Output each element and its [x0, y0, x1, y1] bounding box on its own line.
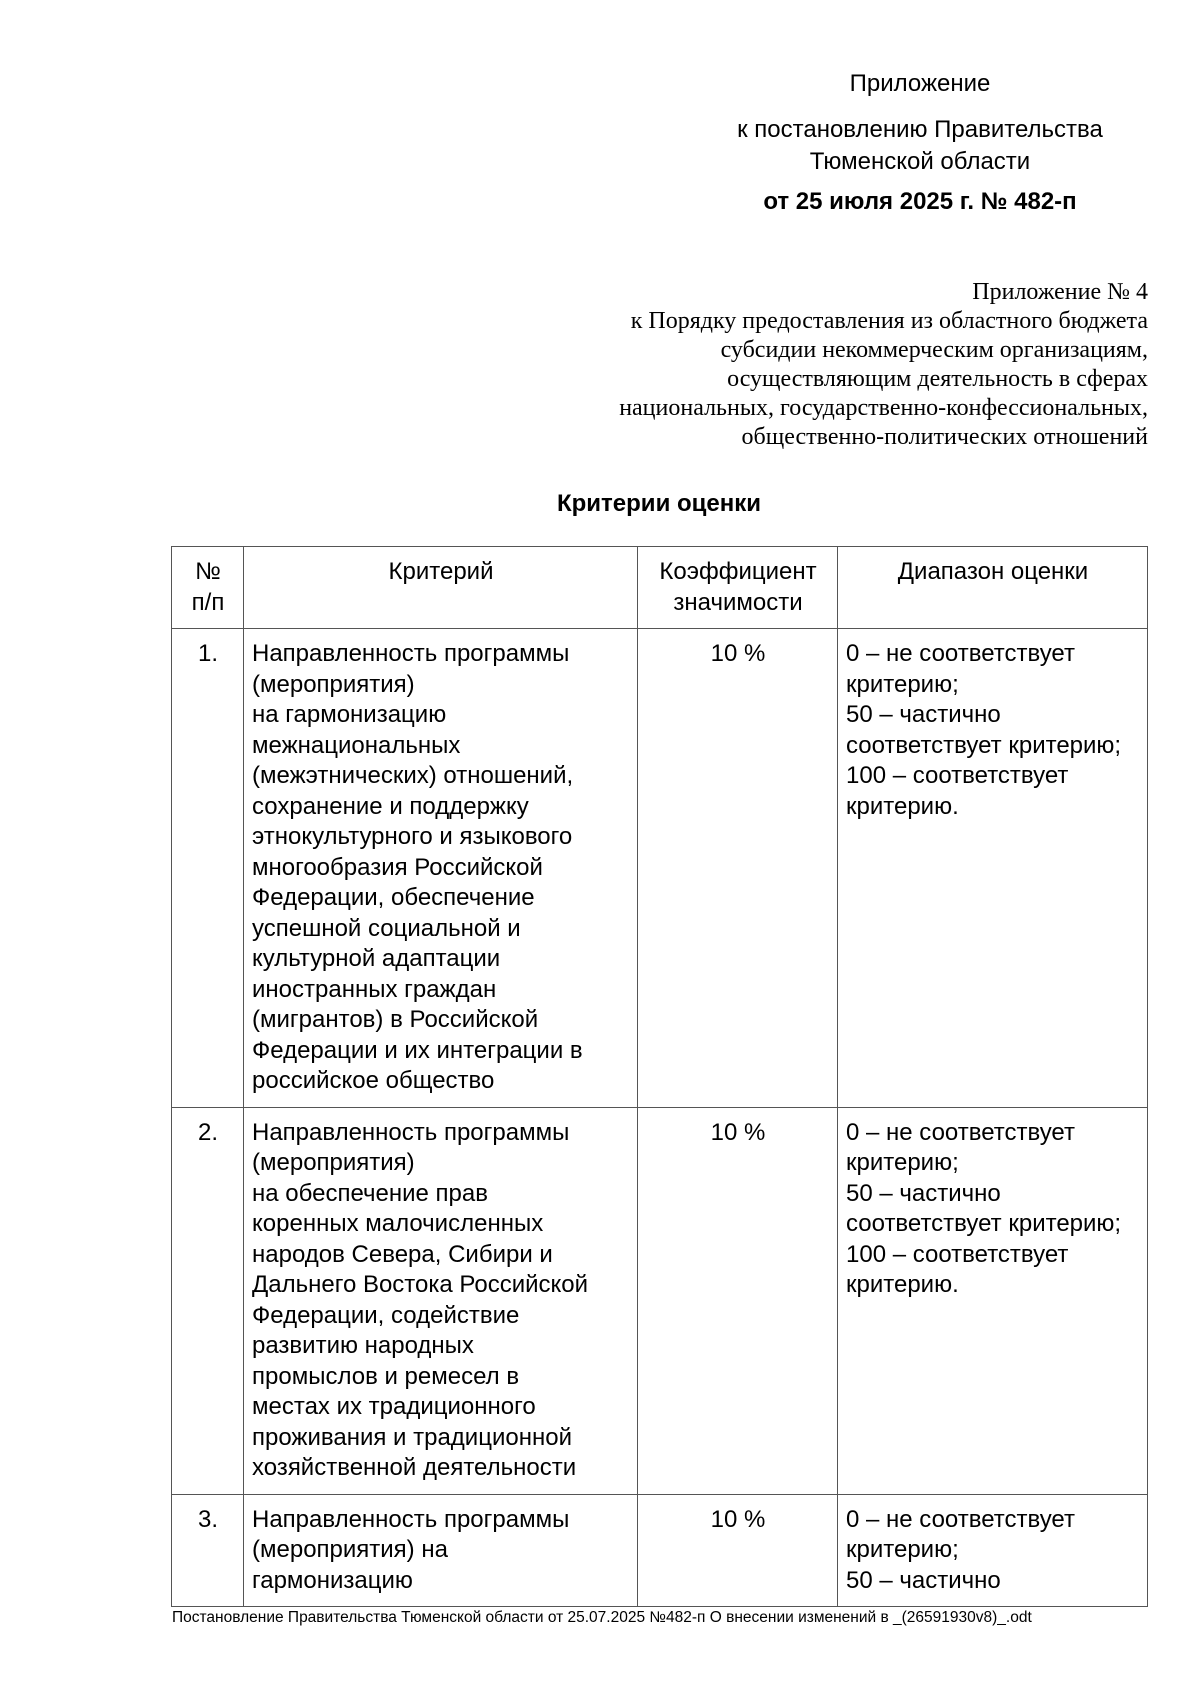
document-footer: Постановление Правительства Тюменской области от 25.07.2025 №482-п О внесении изменений в _(26591930v8)_.odt — [172, 1609, 1032, 1626]
appendix-header — [690, 68, 1150, 100]
decree-reference-line-1: к постановлению Правительства — [737, 116, 1103, 143]
row-number: 1. — [172, 629, 244, 1108]
table-row — [172, 1494, 1148, 1607]
row-range: 0 – не соответствует критерию; 50 – частично — [838, 1494, 1148, 1607]
row-criterion: Направленность программы (мероприятия) на гармонизацию — [244, 1494, 638, 1607]
attachment-title: Приложение № 4 — [972, 279, 1148, 305]
decree-reference-line-2: Тюменской области — [809, 148, 1031, 175]
row-number: 2. — [172, 1107, 244, 1494]
table-title: Критерии оценки — [556, 490, 762, 517]
row-range: 0 – не соответствует критерию; 50 – частично соответствует критерию; 100 – соответствует критерию. — [838, 629, 1148, 1108]
header-criterion: Критерий — [244, 547, 638, 629]
header-coefficient: Коэффициент значимости — [638, 547, 838, 629]
attachment-block — [560, 278, 1148, 452]
criteria-table — [171, 546, 1148, 1607]
row-coefficient: 10 % — [638, 1494, 838, 1607]
decree-reference — [690, 114, 1150, 178]
attachment-line-2: субсидии некоммерческим организациям, — [720, 337, 1148, 363]
header-range: Диапазон оценки — [838, 547, 1148, 629]
attachment-line-3: осуществляющим деятельность в сферах — [727, 366, 1148, 392]
row-coefficient: 10 % — [638, 629, 838, 1108]
attachment-line-1: к Порядку предоставления из областного бюджета — [630, 308, 1148, 334]
row-criterion: Направленность программы (мероприятия) на гармонизацию межнациональных (межэтнических) отношений, сохранение и поддержку этнокультурного и языкового многообразия Российской Федерации, обеспечение успешной социальной и культурной адаптации иностранных граждан (мигрантов) в Российской Федерации и их интеграции в российское общество — [244, 629, 638, 1108]
appendix-title: Приложение — [849, 70, 991, 97]
attachment-line-5: общественно-политических отношений — [741, 424, 1148, 450]
table-row — [172, 629, 1148, 1108]
table-header-row — [172, 547, 1148, 629]
header-num: № п/п — [172, 547, 244, 629]
attachment-line-4: национальных, государственно-конфессиональных, — [619, 395, 1148, 421]
table-row — [172, 1107, 1148, 1494]
row-coefficient: 10 % — [638, 1107, 838, 1494]
row-criterion: Направленность программы (мероприятия) на обеспечение прав коренных малочисленных народов Севера, Сибири и Дальнего Востока Российской Федерации, содействие развитию народных промыслов и ремесел в местах их традиционного проживания и традиционной хозяйственной деятельности — [244, 1107, 638, 1494]
row-number: 3. — [172, 1494, 244, 1607]
row-range: 0 – не соответствует критерию; 50 – частично соответствует критерию; 100 – соответствует критерию. — [838, 1107, 1148, 1494]
decree-date: от 25 июля 2025 г. № 482-п — [763, 188, 1077, 215]
